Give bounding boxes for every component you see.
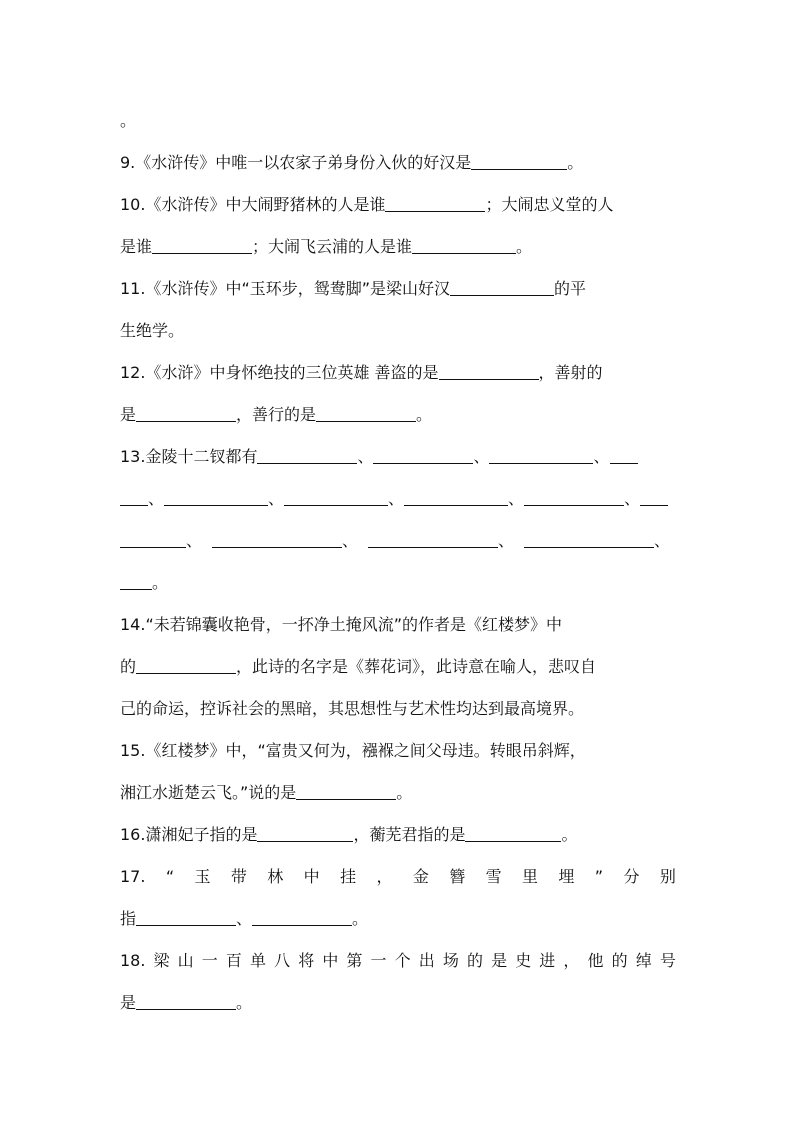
answer-blank[interactable] xyxy=(439,363,539,380)
question-text: 。 xyxy=(236,993,253,1012)
answer-blank[interactable] xyxy=(164,489,268,506)
question-text: 10.《水浒传》中大闹野猪林的人是谁 xyxy=(120,195,386,214)
answer-blank[interactable] xyxy=(257,825,353,842)
question-17: 17. “ 玉 带 林 中 挂 ， 金 簪 雪 里 埋 ” 分 别 xyxy=(120,867,676,886)
separator: 、 xyxy=(593,447,610,466)
answer-blank[interactable] xyxy=(136,405,236,422)
question-text: 。 xyxy=(516,237,533,256)
question-text: 是 xyxy=(120,405,137,424)
question-15 xyxy=(120,730,676,772)
answer-blank[interactable] xyxy=(450,279,554,296)
answer-blank[interactable] xyxy=(471,153,567,170)
answer-blank[interactable] xyxy=(640,489,668,506)
separator: 、 xyxy=(268,489,285,508)
separator: 、 xyxy=(236,909,253,928)
question-11-cont xyxy=(120,310,676,352)
question-text: 11.《水浒传》中“玉环步，鸳鸯脚”是梁山好汉 xyxy=(120,279,451,298)
answer-blank[interactable] xyxy=(610,447,638,464)
separator: 、 xyxy=(148,489,165,508)
answer-blank[interactable] xyxy=(284,489,388,506)
answer-blank[interactable] xyxy=(136,909,236,926)
answer-blank[interactable] xyxy=(120,489,148,506)
question-text: 13.金陵十二钗都有 xyxy=(120,447,258,466)
question-17-cont xyxy=(120,898,676,940)
question-13-cont1 xyxy=(120,478,676,520)
answer-blank[interactable] xyxy=(524,489,624,506)
separator: 、 xyxy=(498,531,515,550)
answer-blank[interactable] xyxy=(136,993,236,1010)
answer-blank[interactable] xyxy=(385,195,485,212)
answer-blank[interactable] xyxy=(316,405,416,422)
question-text: ；大闹忠义堂的人 xyxy=(485,195,614,214)
answer-blank[interactable] xyxy=(489,447,593,464)
question-9 xyxy=(120,142,676,184)
answer-blank[interactable] xyxy=(465,825,561,842)
question-text: 。 xyxy=(561,825,578,844)
separator: 、 xyxy=(357,447,374,466)
question-15-cont xyxy=(120,772,676,814)
question-text: 己的命运，控诉社会的黑暗，其思想性与艺术性均达到最高境界。 xyxy=(120,699,585,718)
answer-blank[interactable] xyxy=(373,447,473,464)
question-11 xyxy=(120,268,676,310)
question-text: 湘江水逝楚云飞。”说的是 xyxy=(120,783,297,802)
question-text: ，善射的 xyxy=(538,363,603,382)
answer-blank[interactable] xyxy=(120,573,152,590)
answer-blank[interactable] xyxy=(136,657,236,674)
question-text: 15.《红楼梦》中，“富贵又何为，襁褓之间父母违。转眼吊斜辉， xyxy=(120,741,586,760)
answer-blank[interactable] xyxy=(152,237,252,254)
question-text: 12.《水浒》中身怀绝技的三位英雄 善盗的是 xyxy=(120,363,439,382)
question-text: 的 xyxy=(120,657,137,676)
answer-blank[interactable] xyxy=(296,783,396,800)
separator: 、 xyxy=(624,489,641,508)
question-13-cont3 xyxy=(120,562,676,604)
answer-blank[interactable] xyxy=(212,531,342,548)
question-12 xyxy=(120,352,676,394)
question-text: 。 xyxy=(352,909,369,928)
question-14-cont1 xyxy=(120,646,676,688)
question-text: 的平 xyxy=(554,279,587,298)
question-18-cont xyxy=(120,982,676,1024)
answer-blank[interactable] xyxy=(120,531,186,548)
question-text: 生绝学。 xyxy=(120,321,185,340)
answer-blank[interactable] xyxy=(252,909,352,926)
answer-blank[interactable] xyxy=(524,531,654,548)
question-text: 。 xyxy=(567,153,584,172)
question-text: 指 xyxy=(120,909,137,928)
separator: 、 xyxy=(186,531,203,550)
answer-blank[interactable] xyxy=(368,531,498,548)
question-13-cont2 xyxy=(120,520,676,562)
question-16 xyxy=(120,814,676,856)
text-line xyxy=(120,100,676,142)
question-14 xyxy=(120,604,676,646)
question-text: 。 xyxy=(396,783,413,802)
separator: 、 xyxy=(654,531,671,550)
question-14-cont2 xyxy=(120,688,676,730)
question-13 xyxy=(120,436,676,478)
separator: 、 xyxy=(342,531,359,550)
question-text: ，此诗的名字是《葬花词》，此诗意在喻人，悲叹自 xyxy=(236,657,597,676)
question-10-cont xyxy=(120,226,676,268)
question-18: 18. 梁 山 一 百 单 八 将 中 第 一 个 出 场 的 是 史 进 ， 他 的 绰 号 xyxy=(120,951,676,970)
answer-blank[interactable] xyxy=(412,237,516,254)
question-text: 。 xyxy=(152,573,169,592)
question-text: ；大闹飞云浦的人是谁 xyxy=(252,237,413,256)
separator: 、 xyxy=(388,489,405,508)
question-text: 。 xyxy=(416,405,433,424)
question-10 xyxy=(120,184,676,226)
answer-blank[interactable] xyxy=(257,447,357,464)
question-text: 是 xyxy=(120,993,137,1012)
question-text: 14.“未若锦囊收艳骨，一抔净土掩风流”的作者是《红楼梦》中 xyxy=(120,615,563,634)
question-12-cont xyxy=(120,394,676,436)
question-text: 是谁 xyxy=(120,237,153,256)
question-text: ，蘅芜君指的是 xyxy=(353,825,466,844)
question-text: 9.《水浒传》中唯一以农家子弟身份入伙的好汉是 xyxy=(120,153,472,172)
question-text: ，善行的是 xyxy=(236,405,317,424)
period-mark: 。 xyxy=(120,111,137,130)
question-text: 16.潇湘妃子指的是 xyxy=(120,825,258,844)
answer-blank[interactable] xyxy=(404,489,508,506)
worksheet-page xyxy=(120,100,676,1024)
separator: 、 xyxy=(508,489,525,508)
separator: 、 xyxy=(473,447,490,466)
